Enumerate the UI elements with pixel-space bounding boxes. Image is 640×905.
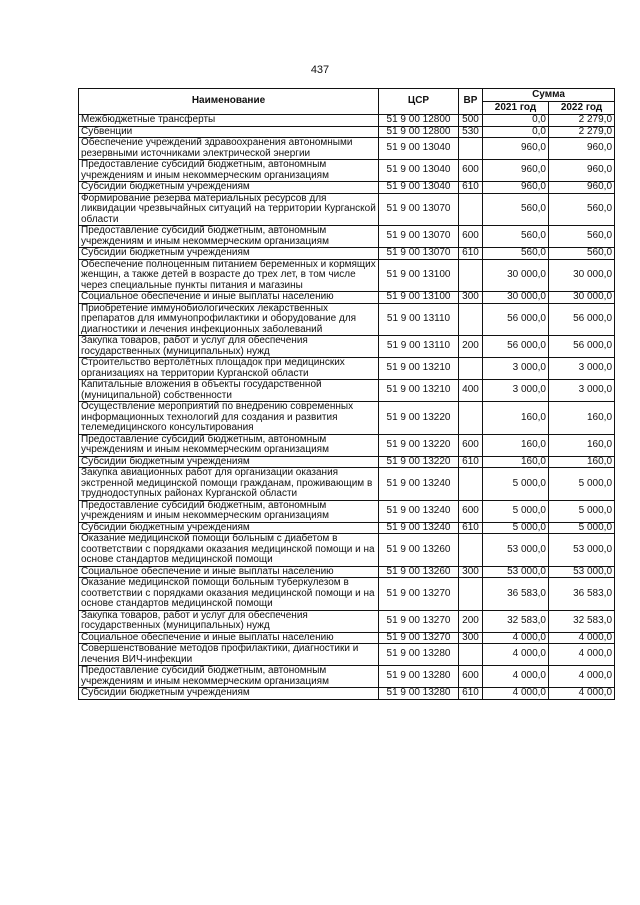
- table-row: [79, 259, 615, 292]
- row-vr-cell: [459, 138, 483, 160]
- header-2021: 2021 год: [483, 102, 549, 115]
- row-name-cell: Субсидии бюджетным учреждениям: [79, 688, 379, 700]
- table-row: [79, 578, 615, 611]
- row-csr-cell: 51 9 00 13270: [379, 578, 459, 611]
- row-name-cell: Совершенствование методов профилактики, диагностики и лечения ВИЧ-инфекции: [79, 644, 379, 666]
- row-name-cell: Межбюджетные трансферты: [79, 115, 379, 127]
- row-2021-cell: 4 000,0: [483, 688, 549, 700]
- row-2022-cell: 560,0: [549, 248, 615, 260]
- row-csr-cell: 51 9 00 12800: [379, 126, 459, 138]
- row-vr-cell: 600: [459, 434, 483, 456]
- row-vr-cell: 600: [459, 160, 483, 182]
- row-vr-cell: 600: [459, 500, 483, 522]
- row-csr-cell: 51 9 00 13240: [379, 468, 459, 501]
- row-vr-cell: 400: [459, 380, 483, 402]
- row-name-cell: Предоставление субсидий бюджетным, автономным учреждениям и иным некоммерческим организациям: [79, 434, 379, 456]
- row-2021-cell: 56 000,0: [483, 336, 549, 358]
- row-vr-cell: [459, 644, 483, 666]
- row-csr-cell: 51 9 00 13260: [379, 566, 459, 578]
- row-csr-cell: 51 9 00 13040: [379, 182, 459, 194]
- row-2021-cell: 30 000,0: [483, 292, 549, 304]
- row-name-cell: Социальное обеспечение и иные выплаты населению: [79, 566, 379, 578]
- table-row: [79, 115, 615, 127]
- row-vr-cell: 300: [459, 632, 483, 644]
- row-2021-cell: 3 000,0: [483, 358, 549, 380]
- row-vr-cell: 610: [459, 248, 483, 260]
- row-name-cell: Обеспечение учреждений здравоохранения автономными резервными источниками электрической энергии: [79, 138, 379, 160]
- row-2021-cell: 960,0: [483, 160, 549, 182]
- row-2021-cell: 560,0: [483, 193, 549, 226]
- table-row: [79, 138, 615, 160]
- row-csr-cell: 51 9 00 13070: [379, 226, 459, 248]
- row-2022-cell: 160,0: [549, 456, 615, 468]
- row-csr-cell: 51 9 00 13220: [379, 456, 459, 468]
- row-2022-cell: 4 000,0: [549, 666, 615, 688]
- row-csr-cell: 51 9 00 13280: [379, 644, 459, 666]
- row-name-cell: Обеспечение полноценным питанием беременных и кормящих женщин, а также детей в возрасте до трех лет, в том числе через специальные пункты питания и магазины: [79, 259, 379, 292]
- table-row: [79, 358, 615, 380]
- row-2022-cell: 960,0: [549, 160, 615, 182]
- table-row: [79, 248, 615, 260]
- row-name-cell: Социальное обеспечение и иные выплаты населению: [79, 292, 379, 304]
- table-row: [79, 468, 615, 501]
- row-name-cell: Формирование резерва материальных ресурсов для ликвидации чрезвычайных ситуаций на территории Курганской области: [79, 193, 379, 226]
- row-csr-cell: 51 9 00 13240: [379, 500, 459, 522]
- row-name-cell: Капитальные вложения в объекты государственной (муниципальной) собственности: [79, 380, 379, 402]
- row-name-cell: Закупка товаров, работ и услуг для обеспечения государственных (муниципальных) нужд: [79, 336, 379, 358]
- row-vr-cell: 610: [459, 456, 483, 468]
- row-name-cell: Осуществление мероприятий по внедрению современных информационных технологий для создания и развития телемедицинского консультирования: [79, 402, 379, 435]
- row-name-cell: Приобретение иммунобиологических лекарственных препаратов для иммунопрофилактики и оборудование для диагностики и лечения инфекционных заболеваний: [79, 303, 379, 336]
- row-csr-cell: 51 9 00 13270: [379, 610, 459, 632]
- row-vr-cell: [459, 193, 483, 226]
- row-csr-cell: 51 9 00 13220: [379, 434, 459, 456]
- header-sum: Сумма: [483, 89, 615, 102]
- table-row: [79, 226, 615, 248]
- table-row: [79, 193, 615, 226]
- row-2022-cell: 53 000,0: [549, 534, 615, 567]
- row-name-cell: Субсидии бюджетным учреждениям: [79, 248, 379, 260]
- table-row: [79, 610, 615, 632]
- row-2021-cell: 0,0: [483, 126, 549, 138]
- header-name: Наименование: [79, 89, 379, 115]
- row-2022-cell: 960,0: [549, 182, 615, 194]
- row-vr-cell: 600: [459, 666, 483, 688]
- row-2021-cell: 56 000,0: [483, 303, 549, 336]
- row-csr-cell: 51 9 00 13040: [379, 160, 459, 182]
- row-vr-cell: 530: [459, 126, 483, 138]
- row-csr-cell: 51 9 00 13270: [379, 632, 459, 644]
- header-row: [79, 89, 615, 102]
- row-2021-cell: 3 000,0: [483, 380, 549, 402]
- row-2022-cell: 4 000,0: [549, 644, 615, 666]
- budget-table: [78, 88, 615, 700]
- row-csr-cell: 51 9 00 13220: [379, 402, 459, 435]
- table-row: [79, 402, 615, 435]
- row-vr-cell: [459, 534, 483, 567]
- row-vr-cell: 200: [459, 610, 483, 632]
- row-name-cell: Предоставление субсидий бюджетным, автономным учреждениям и иным некоммерческим организациям: [79, 160, 379, 182]
- row-2022-cell: 2 279,0: [549, 126, 615, 138]
- row-2022-cell: 32 583,0: [549, 610, 615, 632]
- table-row: [79, 160, 615, 182]
- row-2021-cell: 960,0: [483, 138, 549, 160]
- row-2022-cell: 56 000,0: [549, 303, 615, 336]
- row-2022-cell: 5 000,0: [549, 500, 615, 522]
- row-name-cell: Субсидии бюджетным учреждениям: [79, 522, 379, 534]
- row-2021-cell: 4 000,0: [483, 644, 549, 666]
- table-row: [79, 522, 615, 534]
- row-name-cell: Предоставление субсидий бюджетным, автономным учреждениям и иным некоммерческим организациям: [79, 226, 379, 248]
- table-body: [79, 115, 615, 700]
- table-row: [79, 632, 615, 644]
- row-name-cell: Закупка авиационных работ для организации оказания экстренной медицинской помощи гражданам, проживающим в труднодоступных районах Курганской области: [79, 468, 379, 501]
- header-csr: ЦСР: [379, 89, 459, 115]
- row-2022-cell: 2 279,0: [549, 115, 615, 127]
- row-2021-cell: 0,0: [483, 115, 549, 127]
- table-row: [79, 644, 615, 666]
- row-2021-cell: 160,0: [483, 434, 549, 456]
- row-2021-cell: 160,0: [483, 402, 549, 435]
- table-row: [79, 534, 615, 567]
- row-2022-cell: 36 583,0: [549, 578, 615, 611]
- row-2022-cell: 56 000,0: [549, 336, 615, 358]
- row-2021-cell: 4 000,0: [483, 666, 549, 688]
- row-csr-cell: 51 9 00 13110: [379, 303, 459, 336]
- row-csr-cell: 51 9 00 13260: [379, 534, 459, 567]
- row-2022-cell: 4 000,0: [549, 632, 615, 644]
- row-vr-cell: 610: [459, 688, 483, 700]
- row-csr-cell: 51 9 00 13210: [379, 380, 459, 402]
- row-2022-cell: 160,0: [549, 402, 615, 435]
- row-csr-cell: 51 9 00 12800: [379, 115, 459, 127]
- table-row: [79, 688, 615, 700]
- row-2022-cell: 560,0: [549, 226, 615, 248]
- table-row: [79, 500, 615, 522]
- row-2022-cell: 160,0: [549, 434, 615, 456]
- row-2022-cell: 5 000,0: [549, 522, 615, 534]
- row-2021-cell: 5 000,0: [483, 522, 549, 534]
- row-name-cell: Субсидии бюджетным учреждениям: [79, 456, 379, 468]
- row-name-cell: Субсидии бюджетным учреждениям: [79, 182, 379, 194]
- row-2021-cell: 5 000,0: [483, 500, 549, 522]
- row-csr-cell: 51 9 00 13280: [379, 688, 459, 700]
- row-vr-cell: 300: [459, 566, 483, 578]
- row-vr-cell: 500: [459, 115, 483, 127]
- table-row: [79, 126, 615, 138]
- row-2022-cell: 3 000,0: [549, 358, 615, 380]
- table-row: [79, 456, 615, 468]
- row-2021-cell: 560,0: [483, 248, 549, 260]
- header-vr: ВР: [459, 89, 483, 115]
- row-vr-cell: [459, 303, 483, 336]
- row-2021-cell: 560,0: [483, 226, 549, 248]
- row-2021-cell: 30 000,0: [483, 259, 549, 292]
- row-name-cell: Предоставление субсидий бюджетным, автономным учреждениям и иным некоммерческим организациям: [79, 500, 379, 522]
- table-row: [79, 434, 615, 456]
- row-name-cell: Предоставление субсидий бюджетным, автономным учреждениям и иным некоммерческим организациям: [79, 666, 379, 688]
- row-vr-cell: 600: [459, 226, 483, 248]
- row-2021-cell: 160,0: [483, 456, 549, 468]
- row-vr-cell: 610: [459, 522, 483, 534]
- row-csr-cell: 51 9 00 13100: [379, 292, 459, 304]
- table-row: [79, 303, 615, 336]
- row-name-cell: Социальное обеспечение и иные выплаты населению: [79, 632, 379, 644]
- row-name-cell: Оказание медицинской помощи больным туберкулезом в соответствии с порядками оказания медицинской помощи и на основе стандартов медицинской помощи: [79, 578, 379, 611]
- row-csr-cell: 51 9 00 13280: [379, 666, 459, 688]
- table-row: [79, 292, 615, 304]
- row-vr-cell: 300: [459, 292, 483, 304]
- row-name-cell: Строительство вертолётных площадок при медицинских организациях на территории Курганской области: [79, 358, 379, 380]
- row-vr-cell: [459, 358, 483, 380]
- row-csr-cell: 51 9 00 13110: [379, 336, 459, 358]
- row-csr-cell: 51 9 00 13240: [379, 522, 459, 534]
- row-2022-cell: 560,0: [549, 193, 615, 226]
- row-2022-cell: 4 000,0: [549, 688, 615, 700]
- row-2021-cell: 36 583,0: [483, 578, 549, 611]
- row-2022-cell: 3 000,0: [549, 380, 615, 402]
- row-2022-cell: 30 000,0: [549, 292, 615, 304]
- table-row: [79, 182, 615, 194]
- row-name-cell: Закупка товаров, работ и услуг для обеспечения государственных (муниципальных) нужд: [79, 610, 379, 632]
- row-2021-cell: 4 000,0: [483, 632, 549, 644]
- table-row: [79, 666, 615, 688]
- row-csr-cell: 51 9 00 13070: [379, 193, 459, 226]
- row-2021-cell: 32 583,0: [483, 610, 549, 632]
- row-2021-cell: 960,0: [483, 182, 549, 194]
- table-row: [79, 380, 615, 402]
- row-csr-cell: 51 9 00 13040: [379, 138, 459, 160]
- page-number: 437: [310, 64, 330, 76]
- row-name-cell: Субвенции: [79, 126, 379, 138]
- row-2021-cell: 53 000,0: [483, 566, 549, 578]
- row-2021-cell: 5 000,0: [483, 468, 549, 501]
- row-2022-cell: 960,0: [549, 138, 615, 160]
- row-vr-cell: [459, 468, 483, 501]
- row-2022-cell: 5 000,0: [549, 468, 615, 501]
- row-csr-cell: 51 9 00 13210: [379, 358, 459, 380]
- table-row: [79, 336, 615, 358]
- row-2022-cell: 30 000,0: [549, 259, 615, 292]
- row-vr-cell: [459, 578, 483, 611]
- row-csr-cell: 51 9 00 13100: [379, 259, 459, 292]
- row-vr-cell: 200: [459, 336, 483, 358]
- table-row: [79, 566, 615, 578]
- row-2021-cell: 53 000,0: [483, 534, 549, 567]
- row-2022-cell: 53 000,0: [549, 566, 615, 578]
- row-csr-cell: 51 9 00 13070: [379, 248, 459, 260]
- row-vr-cell: [459, 402, 483, 435]
- row-name-cell: Оказание медицинской помощи больным с диабетом в соответствии с порядками оказания медицинской помощи и на основе стандартов медицинской помощи: [79, 534, 379, 567]
- header-2022: 2022 год: [549, 102, 615, 115]
- row-vr-cell: 610: [459, 182, 483, 194]
- row-vr-cell: [459, 259, 483, 292]
